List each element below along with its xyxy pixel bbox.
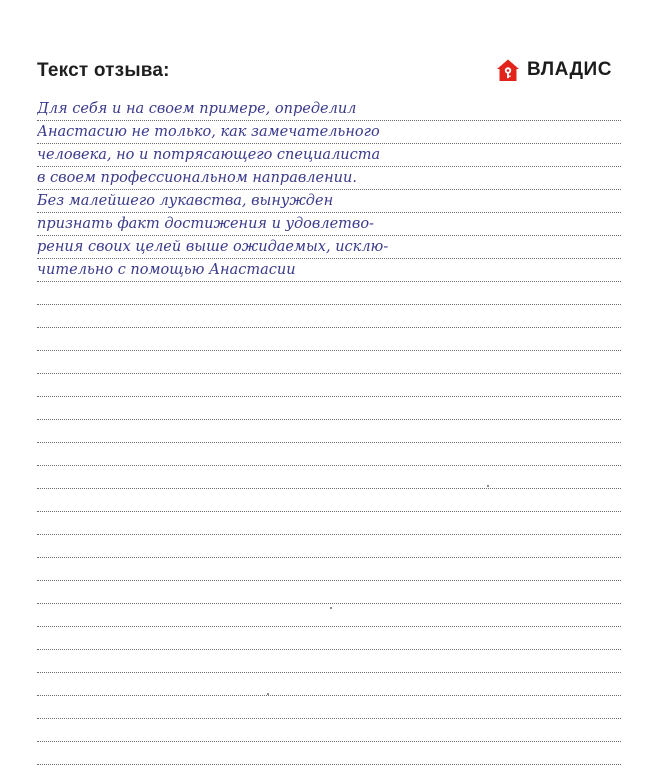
brand-name: ВЛАДИС: [527, 59, 612, 80]
ruled-line: [37, 166, 621, 167]
ruled-line: [37, 557, 621, 558]
ruled-line: [37, 672, 621, 673]
ruled-line: [37, 764, 621, 765]
handwritten-line: признать факт достижения и удовлетво-: [37, 216, 374, 232]
ruled-line: [37, 603, 621, 604]
ruled-line: [37, 741, 621, 742]
ruled-line: [37, 465, 621, 466]
brand-logo-block: [496, 56, 612, 84]
house-key-icon: [496, 58, 520, 82]
review-sheet: [37, 90, 621, 768]
ruled-line: [37, 373, 621, 374]
ruled-line: [37, 189, 621, 190]
ruled-line: [37, 534, 621, 535]
ruled-line: [37, 649, 621, 650]
ruled-line: [37, 718, 621, 719]
ruled-line: [37, 488, 621, 489]
ruled-line: [37, 350, 621, 351]
handwritten-line: Без малейшего лукавства, вынужден: [37, 193, 334, 209]
ruled-line: [37, 396, 621, 397]
paper-speck: [267, 693, 269, 695]
ruled-line: [37, 258, 621, 259]
ruled-line: [37, 626, 621, 627]
ruled-line: [37, 442, 621, 443]
ruled-line: [37, 304, 621, 305]
handwritten-line: рения своих целей выше ожидаемых, исклю-: [37, 239, 389, 255]
ruled-line: [37, 143, 621, 144]
paper-speck: [487, 485, 489, 487]
handwritten-line: Для себя и на своем примере, определил: [37, 101, 357, 117]
handwritten-line: в своем профессиональном направлении.: [37, 170, 357, 186]
ruled-line: [37, 327, 621, 328]
handwritten-line: человека, но и потрясающего специалиста: [37, 147, 381, 163]
handwritten-line: чительно с помощью Анастасии: [37, 262, 296, 278]
review-heading: Текст отзыва:: [37, 60, 170, 81]
ruled-line: [37, 235, 621, 236]
ruled-line: [37, 281, 621, 282]
ruled-line: [37, 580, 621, 581]
ruled-line: [37, 120, 621, 121]
ruled-line: [37, 695, 621, 696]
handwritten-line: Анастасию не только, как замечательного: [37, 124, 380, 140]
ruled-line: [37, 511, 621, 512]
paper-speck: [330, 607, 332, 609]
ruled-line: [37, 212, 621, 213]
ruled-line: [37, 419, 621, 420]
